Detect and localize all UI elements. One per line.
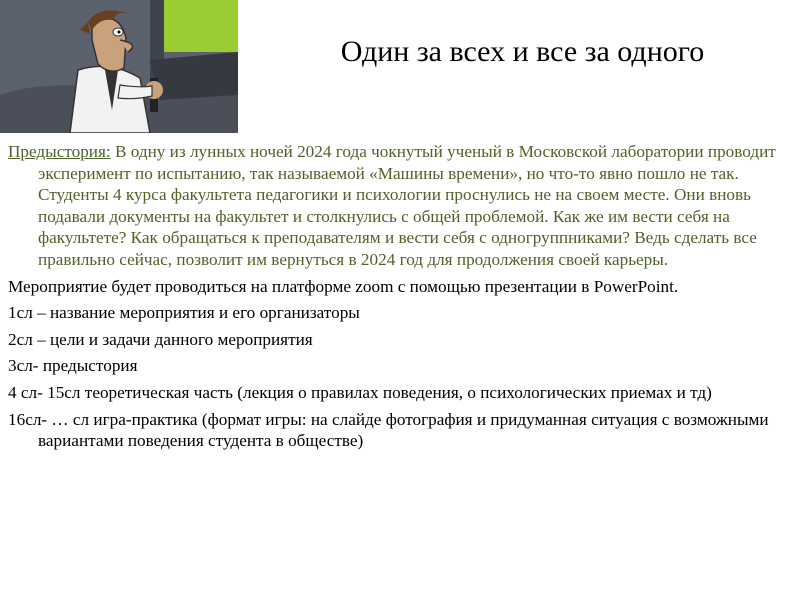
prehistory-label: Предыстория: xyxy=(8,142,111,161)
cartoon-scientist-image xyxy=(0,0,238,133)
list-item: 2сл – цели и задачи данного мероприятия xyxy=(8,329,313,349)
slide-body xyxy=(8,141,792,457)
slide-title: Один за всех и все за одного xyxy=(340,35,705,68)
list-item: Мероприятие будет проводиться на платформе zoom с помощью презентации в PowerPoint. xyxy=(8,276,679,296)
list-item: 16сл- … сл игра-практика (формат игры: на слайде фотография и придуманная ситуация с возможными вариантами поведения студента в обществе) xyxy=(8,409,769,451)
cartoon-scientist-illustration xyxy=(0,0,238,133)
list-item: 4 сл- 15сл теоретическая часть (лекция о правилах поведения, о психологических приемах и тд) xyxy=(8,382,712,402)
list-item: 1сл – название мероприятия и его организаторы xyxy=(8,303,360,323)
prehistory-paragraph xyxy=(8,141,792,271)
list-item: 3сл- предыстория xyxy=(8,356,138,376)
prehistory-text: В одну из лунных ночей 2024 года чокнутый ученый в Московской лаборатории проводит эксперимент по испытанию, так называемой «Машины времени», но что-то явно пошло не так. Студенты 4 курса факультета педагогики и психологии проснулись не на своем месте. Они вновь подавали документы на факультет и столкнулись с общей проблемой. Как же им вести себя на факультете? Как обращаться к преподавателям и вести себя с одногруппниками? Ведь сделать все правильно сейчас, позволит им вернуться в 2024 год для продолжения своей карьеры. xyxy=(38,142,776,269)
